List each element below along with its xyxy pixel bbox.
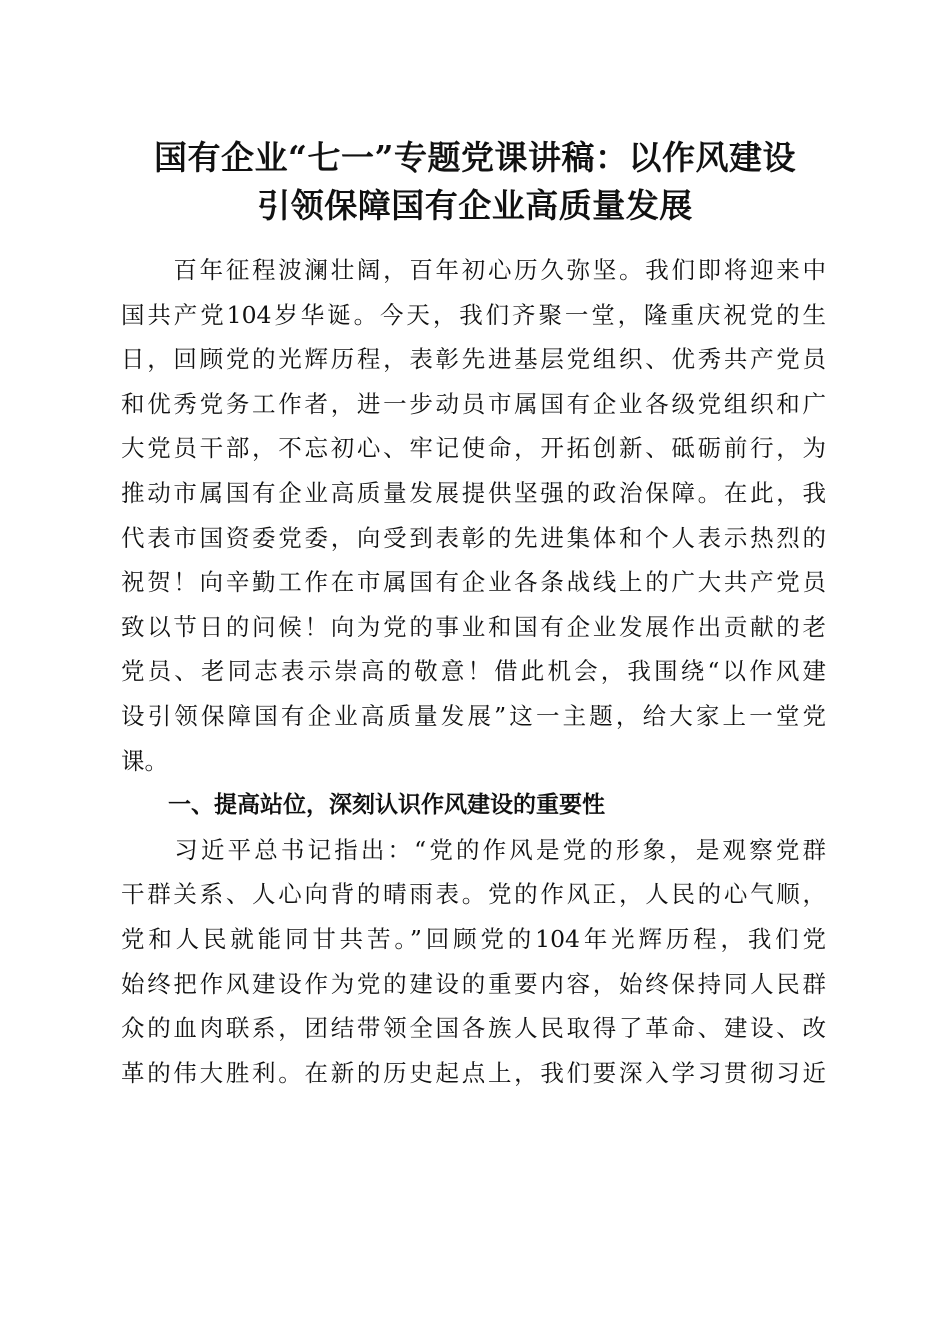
text-line: 课。 bbox=[121, 746, 168, 775]
text-line: 党和人民就能同甘共苦。”回顾党的104年光辉历程，我们党 bbox=[121, 924, 826, 953]
paragraph-section1 bbox=[121, 828, 826, 1096]
text-line: 祝贺！向辛勤工作在市属国有企业各条战线上的广大共产党员 bbox=[121, 568, 826, 597]
text-line: 和优秀党务工作者，进一步动员市属国有企业各级党组织和广 bbox=[121, 389, 826, 418]
document-title bbox=[100, 134, 850, 230]
text-line: 干群关系、人心向背的晴雨表。党的作风正，人民的心气顺， bbox=[121, 880, 826, 909]
text-line: 设引领保障国有企业高质量发展”这一主题，给大家上一堂党 bbox=[121, 701, 826, 730]
text-line: 大党员干部，不忘初心、牢记使命，开拓创新、砥砺前行，为 bbox=[121, 434, 826, 463]
text-line: 习近平总书记指出：“党的作风是党的形象，是观察党群 bbox=[121, 835, 826, 864]
text-line: 始终把作风建设作为党的建设的重要内容，始终保持同人民群 bbox=[121, 969, 826, 998]
text-line: 日，回顾党的光辉历程，表彰先进基层党组织、优秀共产党员 bbox=[121, 345, 826, 374]
title-line-2: 引领保障国有企业高质量发展 bbox=[257, 186, 693, 225]
text-line: 党员、老同志表示崇高的敬意！借此机会，我围绕“以作风建 bbox=[121, 657, 826, 686]
text-line: 代表市国资委党委，向受到表彰的先进集体和个人表示热烈的 bbox=[121, 523, 826, 552]
paragraph-intro bbox=[121, 248, 826, 783]
text-line: 革的伟大胜利。在新的历史起点上，我们要深入学习贯彻习近 bbox=[121, 1058, 826, 1087]
text-line: 推动市属国有企业高质量发展提供坚强的政治保障。在此，我 bbox=[121, 478, 826, 507]
text-line: 国共产党104岁华诞。今天，我们齐聚一堂，隆重庆祝党的生 bbox=[121, 300, 826, 329]
text-line: 致以节日的问候！向为党的事业和国有企业发展作出贡献的老 bbox=[121, 612, 826, 641]
text-line: 百年征程波澜壮阔，百年初心历久弥坚。我们即将迎来中 bbox=[121, 256, 826, 284]
document-body bbox=[121, 248, 826, 1095]
text-line: 众的血肉联系，团结带领全国各族人民取得了革命、建设、改 bbox=[121, 1014, 826, 1043]
title-line-1: 国有企业“七一”专题党课讲稿：以作风建设 bbox=[154, 138, 796, 177]
section-heading: 一、提高站位，深刻认识作风建设的重要性 bbox=[168, 792, 605, 819]
